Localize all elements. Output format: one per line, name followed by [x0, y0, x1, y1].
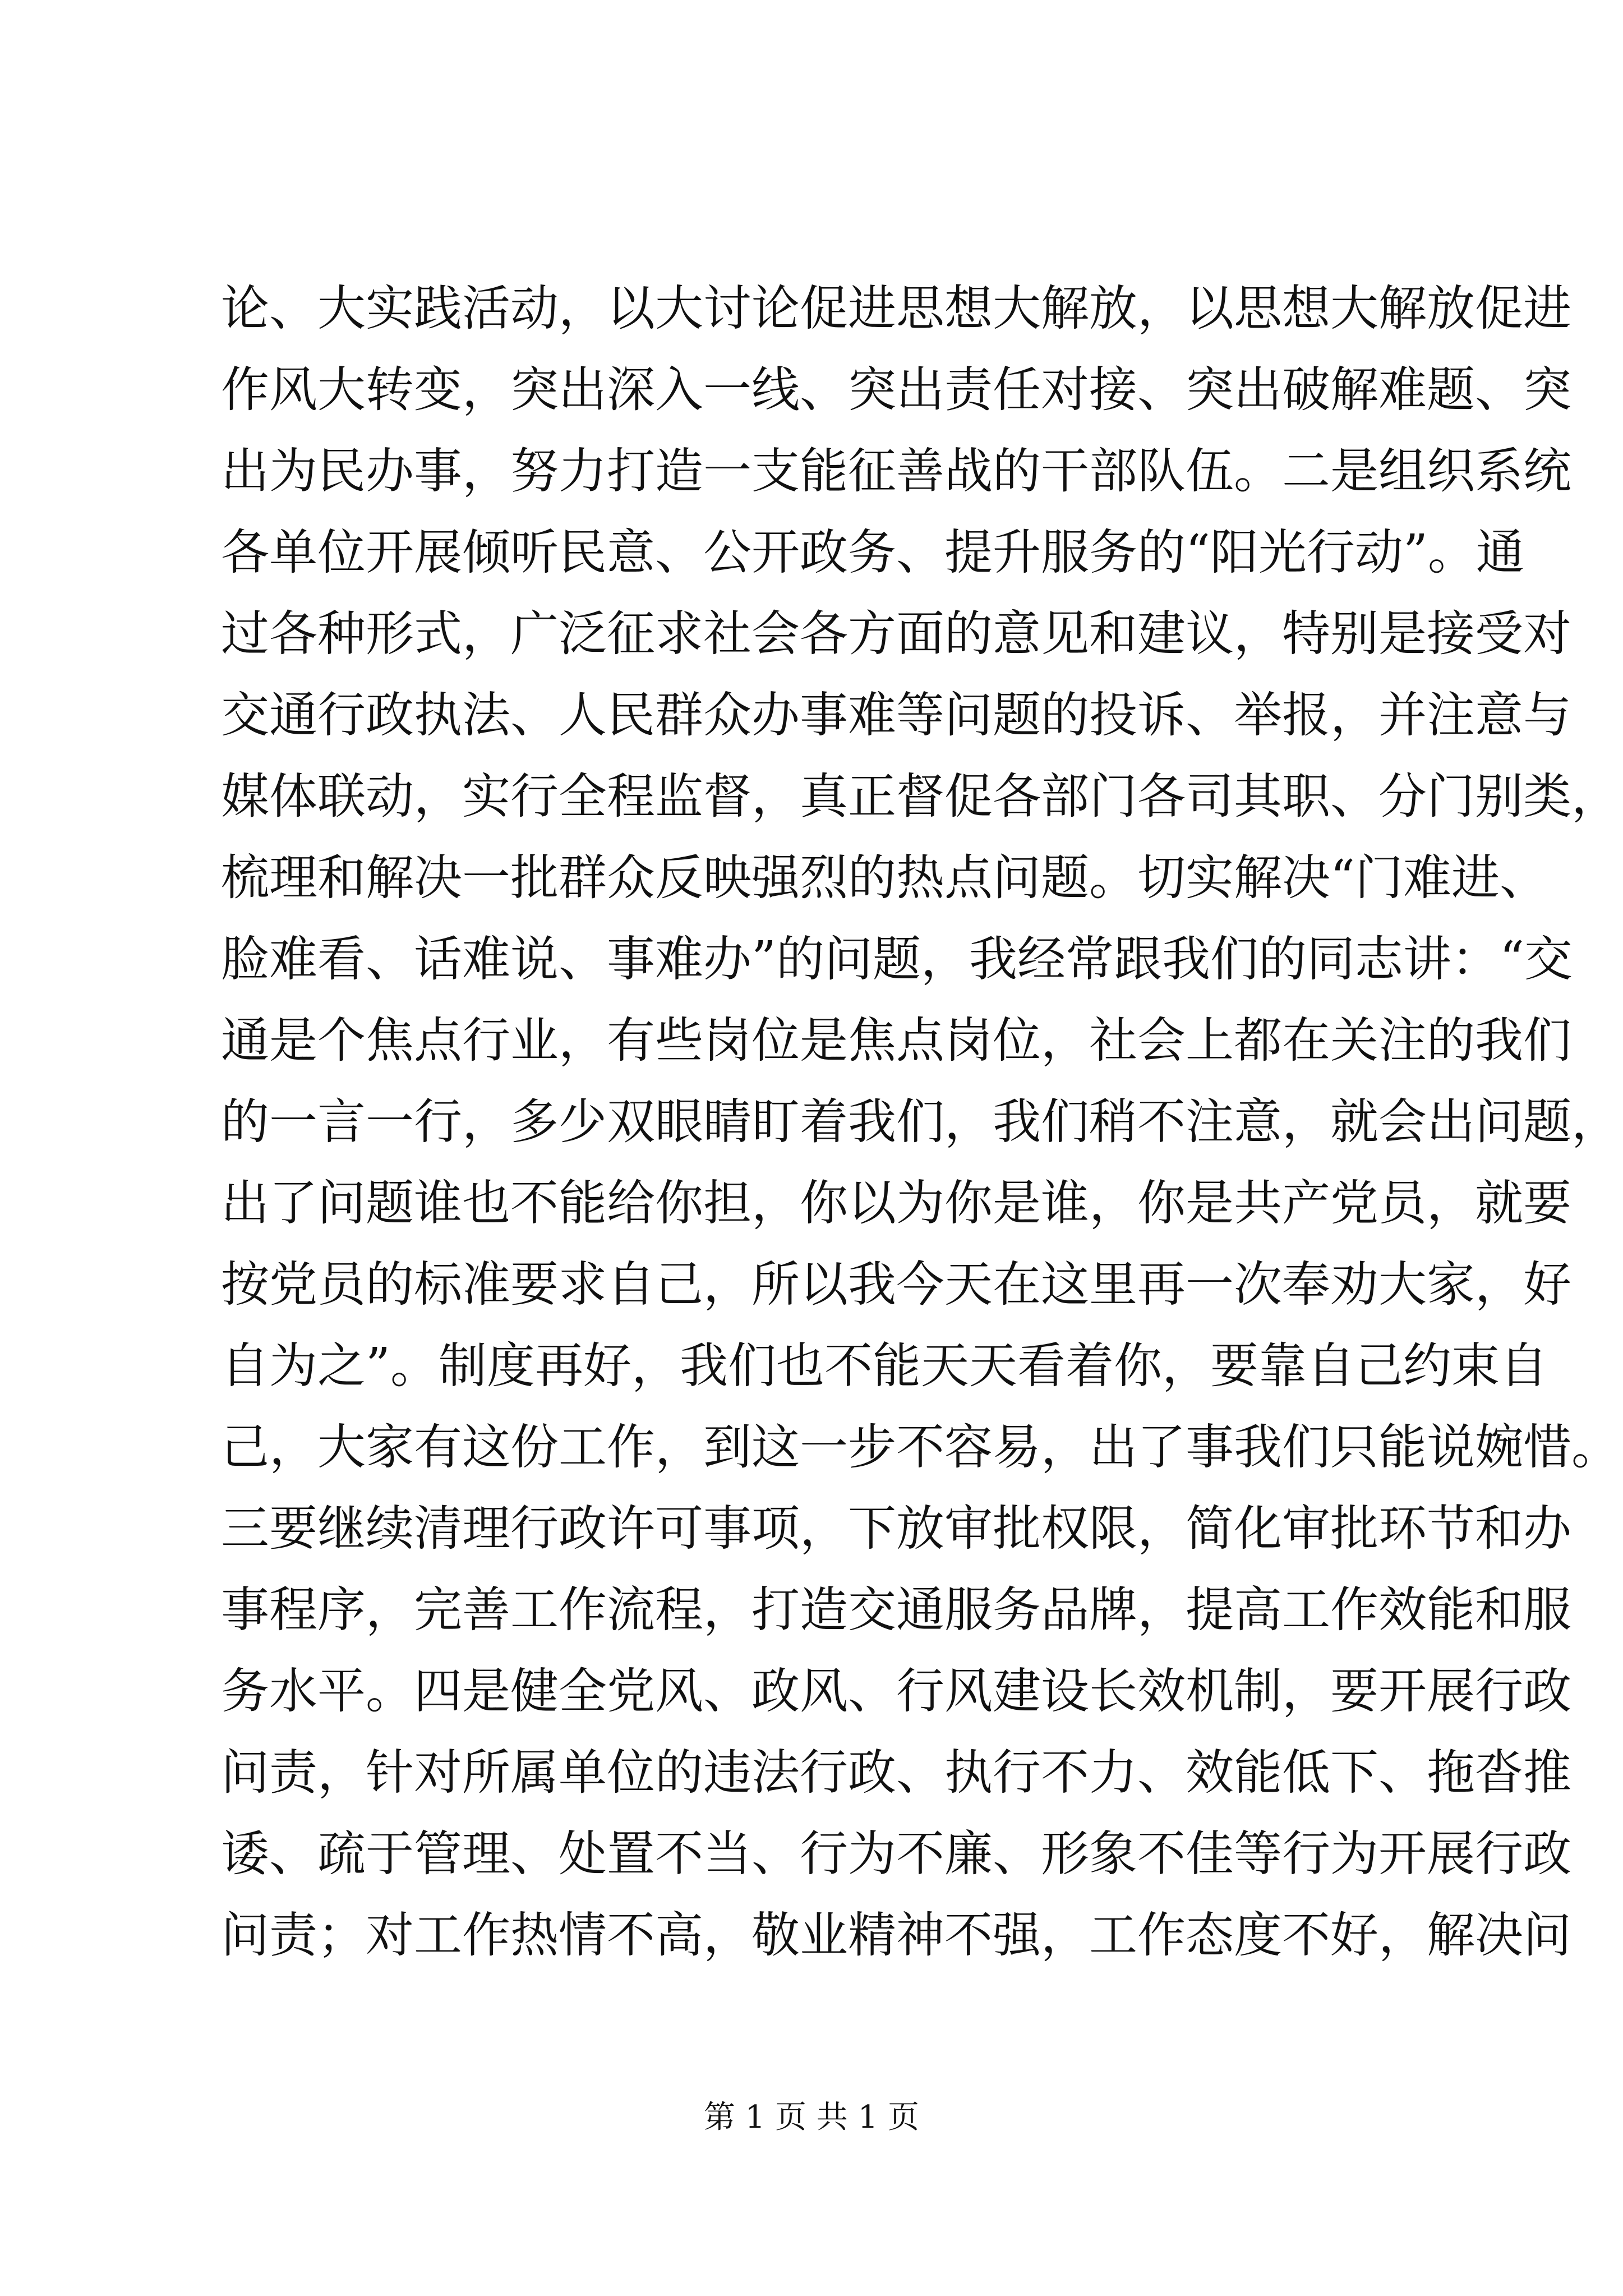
page-number-label: 第 1 页 共 1 页 — [703, 2099, 920, 2136]
text-line: 的一言一行，多少双眼睛盯着我们，我们稍不注意，就会出问题， — [221, 1094, 1620, 1150]
text-line: 己，大家有这份工作，到这一步不容易，出了事我们只能说婉惜。 — [221, 1419, 1620, 1475]
text-line: 脸难看、话难说、事难办”的问题，我经常跟我们的同志讲：“交 — [221, 931, 1573, 987]
text-line: 媒体联动，实行全程监督，真正督促各部门各司其职、分门别类， — [221, 769, 1620, 825]
text-line: 自为之”。制度再好，我们也不能天天看着你，要靠自己约束自 — [221, 1338, 1548, 1394]
text-line: 作风大转变，突出深入一线、突出责任对接、突出破解难题、突 — [221, 362, 1571, 418]
text-line: 通是个焦点行业，有些岗位是焦点岗位，社会上都在关注的我们 — [221, 1013, 1571, 1069]
text-line: 务水平。四是健全党风、政风、行风建设长效机制，要开展行政 — [221, 1663, 1571, 1719]
text-line: 出为民办事，努力打造一支能征善战的干部队伍。二是组织系统 — [221, 443, 1571, 499]
text-line: 诿、疏于管理、处置不当、行为不廉、形象不佳等行为开展行政 — [221, 1826, 1571, 1882]
text-line: 出了问题谁也不能给你担，你以为你是谁，你是共产党员，就要 — [221, 1175, 1571, 1231]
page-footer — [0, 2095, 1623, 2140]
text-line: 按党员的标准要求自己，所以我今天在这里再一次奉劝大家，好 — [221, 1257, 1571, 1313]
text-line: 梳理和解决一批群众反映强烈的热点问题。切实解决“门难进、 — [221, 850, 1548, 906]
text-line: 三要继续清理行政许可事项，下放审批权限，简化审批环节和办 — [221, 1501, 1571, 1557]
text-line: 论、大实践活动，以大讨论促进思想大解放，以思想大解放促进 — [221, 280, 1571, 337]
text-line: 事程序，完善工作流程，打造交通服务品牌，提高工作效能和服 — [221, 1582, 1571, 1638]
text-line: 问责，针对所属单位的违法行政、执行不力、效能低下、拖沓推 — [221, 1745, 1571, 1801]
text-line: 交通行政执法、人民群众办事难等问题的投诉、举报，并注意与 — [221, 687, 1571, 743]
document-body — [221, 268, 1620, 1976]
text-line: 过各种形式，广泛征求社会各方面的意见和建议，特别是接受对 — [221, 606, 1571, 662]
text-line: 各单位开展倾听民意、公开政务、提升服务的“阳光行动”。通 — [221, 524, 1524, 581]
text-line: 问责；对工作热情不高，敬业精神不强，工作态度不好，解决问 — [221, 1907, 1571, 1963]
